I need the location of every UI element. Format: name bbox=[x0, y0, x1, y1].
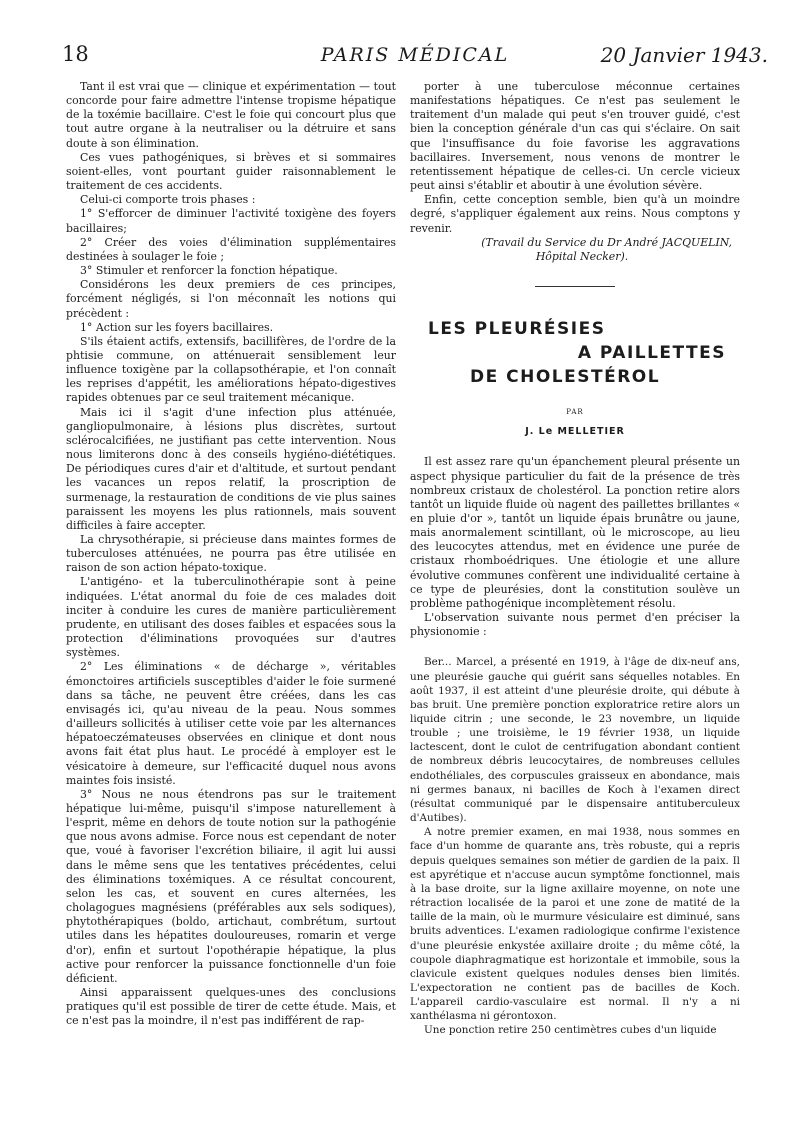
left-column bbox=[66, 80, 396, 1028]
paragraph: Tant il est vrai que — clinique et expérimentation — tout concorde pour faire admettre l'intense tropisme hépatique de la toxémie bacillaire. C'est le foie qui concourt plus que tout autre organe à la neutraliser ou la détruire et sans doute à son élimination. bbox=[66, 80, 396, 150]
paragraph: 3° Nous ne nous étendrons pas sur le traitement hépatique lui-même, puisqu'il s'impose naturellement à l'esprit, même en dehors de toute notion sur la pathogénie que nous avons admise. Force nous est cependant de noter que, voué à favoriser l'excrétion biliaire, il agit lui aussi dans le même sens que les tentatives précédentes, celui des éliminations toxémiques. A ce résultat concourent, selon les cas, et souvent en cures alternées, les cholagogues magnésiens (préférables aux sels sodiques), phytothérapiques (boldo, artichaut, combrétum, surtout utiles dans les hépatites douloureuses, romarin et verge d'or), enfin et surtout l'opothérapie hépatique, la plus active pour renforcer la puissance fonctionnelle d'un foie déficient. bbox=[66, 787, 396, 985]
page-header bbox=[62, 42, 768, 72]
paragraph: porter à une tuberculose méconnue certaines manifestations hépatiques. Ce n'est pas seulement le traitement d'un malade qui peut s'en trouver guidé, c'est bien la conception générale d'un cas qui s'éclaire. On sait que l'insuffisance du foie favorise les aggravations bacillaires. Inversement, nous venons de montrer le retentissement hépatique de celles-ci. Un cercle vicieux peut ainsi s'établir et aboutir à une évolution sévère. bbox=[410, 80, 740, 193]
paragraph: Ber... Marcel, a présenté en 1919, à l'âge de dix-neuf ans, une pleurésie gauche qui guérit sans séquelles notables. En août 1937, il est atteint d'une pleurésie droite, qui débute à bas bruit. Une première ponction exploratrice retire alors un liquide citrin ; une seconde, le 23 novembre, un liquide trouble ; une troisième, le 19 février 1938, un liquide lactescent, dont le culot de centrifugation abondant contient de nombreux débris leucocytaires, de nombreuses cellules endothéliales, des corpuscules graisseux en abondance, mais ni germes banaux, ni bacilles de Koch à l'examen direct (résultat communiqué par le dispensaire antituberculeux d'Autibes). bbox=[410, 656, 740, 825]
paragraph: L'antigéno- et la tuberculinothérapie sont à peine indiquées. L'état anormal du foie de ces malades doit inciter à conduire les cures de manière particulièrement prudente, en utilisant des doses faibles et espacées sous la protection d'éliminations provoquées sur d'autres systèmes. bbox=[66, 575, 396, 660]
paragraph: 3° Stimuler et renforcer la fonction hépatique. bbox=[80, 264, 338, 278]
paragraph: Il est assez rare qu'un épanchement pleural présente un aspect physique particulier du fait de la présence de très nombreux cristaux de cholestérol. La ponction retire alors tantôt un liquide fluide où nagent des paillettes brillantes « en pluie d'or », tantôt un liquide épais brunâtre ou jaune, mais anormalement scintillant, où le microscope, au lieu des leucocytes attendus, met en évidence une purée de cristaux rhomboédriques. Une étiologie et une allure évolutive communes confèrent une individualité certaine à ce type de pleurésies, dont la constitution soulève un problème pathogénique incomplètement résolu. bbox=[410, 455, 740, 610]
paragraph: Considérons les deux premiers de ces principes, forcément négligés, si l'on méconnaît les notions qui précèdent : bbox=[66, 278, 396, 320]
paragraph: A notre premier examen, en mai 1938, nous sommes en face d'un homme de quarante ans, très robuste, qui a repris depuis quelques semaines son métier de gardien de la paix. Il est apyrétique et n'accuse aucun symptôme fonctionnel, mais à la base droite, sur la ligne axillaire moyenne, on note une rétraction localisée de la paroi et une zone de matité de la taille de la main, où le murmure vésiculaire est diminué, sans bruits adventices. L'examen radiologique confirme l'existence d'une pleurésie enkystée axillaire droite ; du même côté, la coupole diaphragmatique est horizontale et immobile, sous la clavicule existent quelques nodules denses bien limités. L'expectoration ne contient pas de bacilles de Koch. L'appareil cardio-vasculaire est normal. Il n'y a ni xanthélasma ni gérontoxon. bbox=[410, 826, 740, 1023]
paragraph: S'ils étaient actifs, extensifs, bacillifères, de l'ordre de la phtisie commune, on atténuerait sensiblement leur influence toxigène par la collapsothérapie, et l'on connaît les reprises d'appétit, les améliorations hépato-digestives rapides obtenues par ce seul traitement mécanique. bbox=[66, 334, 396, 405]
paragraph: La chrysothérapie, si précieuse dans maintes formes de tuberculoses atténuées, ne pourra pas être utilisée en raison de son action hépato-toxique. bbox=[66, 533, 396, 575]
issue-date: 20 Janvier 1943. bbox=[600, 43, 768, 67]
paragraph: Ainsi apparaissent quelques-unes des conclusions pratiques qu'il est possible de tirer de cette étude. Mais, et ce n'est pas la moindre, il n'est pas indifférent de rap- bbox=[66, 986, 396, 1028]
page-number: 18 bbox=[62, 42, 89, 66]
paragraph: Ces vues pathogéniques, si brèves et si sommaires soient-elles, vont pourtant guider raisonnablement le traitement de ces accidents. bbox=[66, 150, 396, 193]
paragraph: Une ponction retire 250 centimètres cubes d'un liquide bbox=[424, 1024, 717, 1037]
right-column bbox=[410, 80, 740, 1038]
title-line: DE CHOLESTÉROL bbox=[470, 367, 661, 388]
case-report bbox=[410, 655, 740, 1037]
article-author: J. Le MELLETIER bbox=[525, 426, 625, 438]
paragraph: 2° Les éliminations « de décharge », véritables émonctoires artificiels susceptibles d'aider le foie surmené dans sa tâche, ne peuvent être créées, dans les cas envisagés ici, qu'au niveau de la peau. Nous sommes d'ailleurs sollicités à utiliser cette voie par les alternances hépatoeczémateuses observées en clinique et dont nous avons fait état plus haut. Le procédé à employer est le vésicatoire à demeure, sur l'efficacité duquel nous avons maintes fois insisté. bbox=[66, 660, 396, 787]
byline-par: PAR bbox=[566, 408, 584, 417]
paragraph: 1° Action sur les foyers bacillaires. bbox=[80, 320, 274, 334]
paragraph: 2° Créer des voies d'élimination supplémentaires destinées à soulager le foie ; bbox=[66, 235, 396, 263]
credit-line-hospital: Hôpital Necker). bbox=[535, 249, 629, 263]
paragraph: Celui-ci comporte trois phases : bbox=[80, 193, 256, 207]
paragraph: Mais ici il s'agit d'une infection plus atténuée, gangliopulmonaire, à lésions plus discrètes, surtout sclérocalcifiées, ne justifiant pas cette intervention. Nous nous limiterons donc à des conseils hygiéno-diététiques. De périodiques cures d'air et d'altitude, et surtout pendant les vacances un repos relatif, la proscription de surmenage, la restauration de conditions de vie plus saines paraissent les moyens les plus rationnels, mais souvent difficiles à faire accepter. bbox=[66, 405, 396, 532]
title-line: LES PLEURÉSIES bbox=[428, 319, 606, 340]
paragraph: L'observation suivante nous permet d'en préciser la physionomie : bbox=[410, 611, 740, 639]
article-title bbox=[410, 317, 740, 389]
paragraph: 1° S'efforcer de diminuer l'activité toxigène des foyers bacillaires; bbox=[66, 207, 396, 235]
paragraph: Enfin, cette conception semble, bien qu'à un moindre degré, s'appliquer également aux reins. Nous comptons y revenir. bbox=[410, 193, 740, 235]
credit-line: (Travail du Service du Dr André JACQUELIN, bbox=[481, 235, 732, 249]
section-divider bbox=[535, 286, 615, 287]
title-line: A PAILLETTES bbox=[577, 343, 726, 364]
journal-title: PARIS MÉDICAL bbox=[320, 44, 510, 66]
